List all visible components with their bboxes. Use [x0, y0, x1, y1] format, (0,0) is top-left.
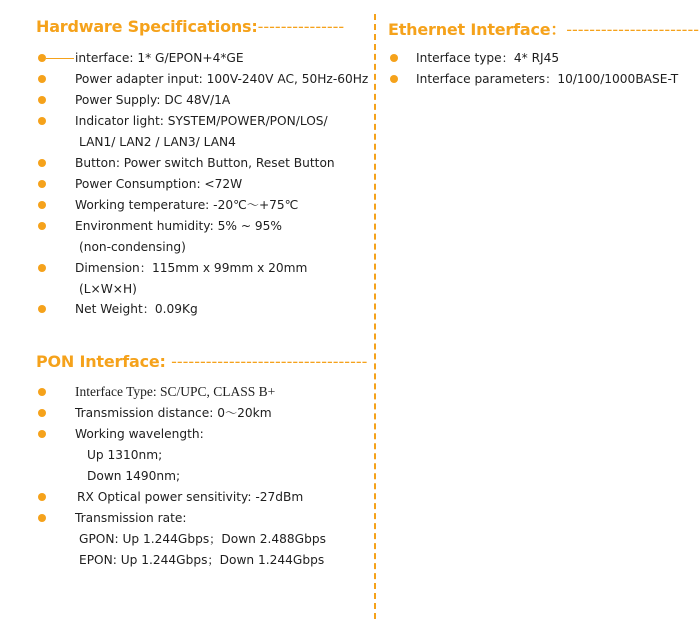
eth-interface-parameters: Interface parameters：10/100/1000BASE-T	[416, 72, 679, 86]
bullet-icon	[38, 493, 46, 501]
bullet-icon	[38, 159, 46, 167]
pon-working-wavelength: Working wavelength:	[75, 427, 204, 441]
hw-indicator-light: Indicator light: SYSTEM/POWER/PON/LOS/	[75, 114, 328, 128]
pon-heading	[36, 352, 367, 371]
hardware-dashes: ---------------	[257, 17, 345, 36]
hw-working-temperature: Working temperature: -20℃～+75℃	[75, 198, 299, 212]
ethernet-title: Ethernet Interface：	[388, 20, 567, 39]
column-divider	[374, 14, 376, 619]
pon-wavelength-down: Down 1490nm;	[87, 469, 181, 483]
bullet-icon	[38, 180, 46, 188]
hw-net-weight: Net Weight：0.09Kg	[75, 302, 198, 316]
bullet-icon	[38, 388, 46, 396]
bullet-icon	[38, 117, 46, 125]
bullet-icon	[38, 409, 46, 417]
pon-interface-type: Interface Type: SC/UPC, CLASS B+	[75, 384, 276, 399]
hw-humidity: Environment humidity: 5% ~ 95%	[75, 219, 282, 233]
bullet-icon	[38, 96, 46, 104]
bullet-icon	[38, 430, 46, 438]
pon-rate-epon: EPON: Up 1.244Gbps；Down 1.244Gbps	[79, 553, 325, 567]
hw-power-adapter: Power adapter input: 100V-240V AC, 50Hz-60Hz	[75, 72, 369, 86]
pon-title: PON Interface:	[36, 352, 166, 371]
bullet-icon	[38, 54, 46, 62]
hw-dimension: Dimension：115mm x 99mm x 20mm	[75, 261, 308, 275]
hardware-title: Hardware Specifications:	[36, 17, 258, 36]
bullet-icon	[390, 75, 398, 83]
leader-line	[46, 58, 74, 59]
bullet-icon	[38, 222, 46, 230]
hw-humidity-cont: (non-condensing)	[79, 240, 186, 254]
bullet-icon	[38, 75, 46, 83]
pon-transmission-rate: Transmission rate:	[75, 511, 187, 525]
hw-dimension-cont: (L×W×H)	[79, 282, 137, 296]
hardware-heading	[36, 17, 344, 36]
bullet-icon	[38, 514, 46, 522]
bullet-icon	[38, 264, 46, 272]
hw-power-supply: Power Supply: DC 48V/1A	[75, 93, 231, 107]
ethernet-heading	[388, 17, 699, 40]
pon-rate-gpon: GPON: Up 1.244Gbps；Down 2.488Gbps	[79, 532, 326, 546]
hw-interface: interface: 1* G/EPON+4*GE	[75, 51, 244, 65]
pon-rx-sensitivity: RX Optical power sensitivity: -27dBm	[77, 490, 304, 504]
ethernet-dashes: -----------------------	[566, 20, 699, 39]
pon-wavelength-up: Up 1310nm;	[87, 448, 163, 462]
pon-dashes: ----------------------------------	[171, 352, 368, 371]
bullet-icon	[38, 201, 46, 209]
hw-indicator-light-cont: LAN1/ LAN2 / LAN3/ LAN4	[79, 135, 236, 149]
pon-transmission-distance: Transmission distance: 0～20km	[75, 406, 272, 420]
hw-button: Button: Power switch Button, Reset Button	[75, 156, 335, 170]
hw-power-consumption: Power Consumption: <72W	[75, 177, 243, 191]
eth-interface-type: Interface type：4* RJ45	[416, 51, 560, 65]
bullet-icon	[390, 54, 398, 62]
bullet-icon	[38, 305, 46, 313]
